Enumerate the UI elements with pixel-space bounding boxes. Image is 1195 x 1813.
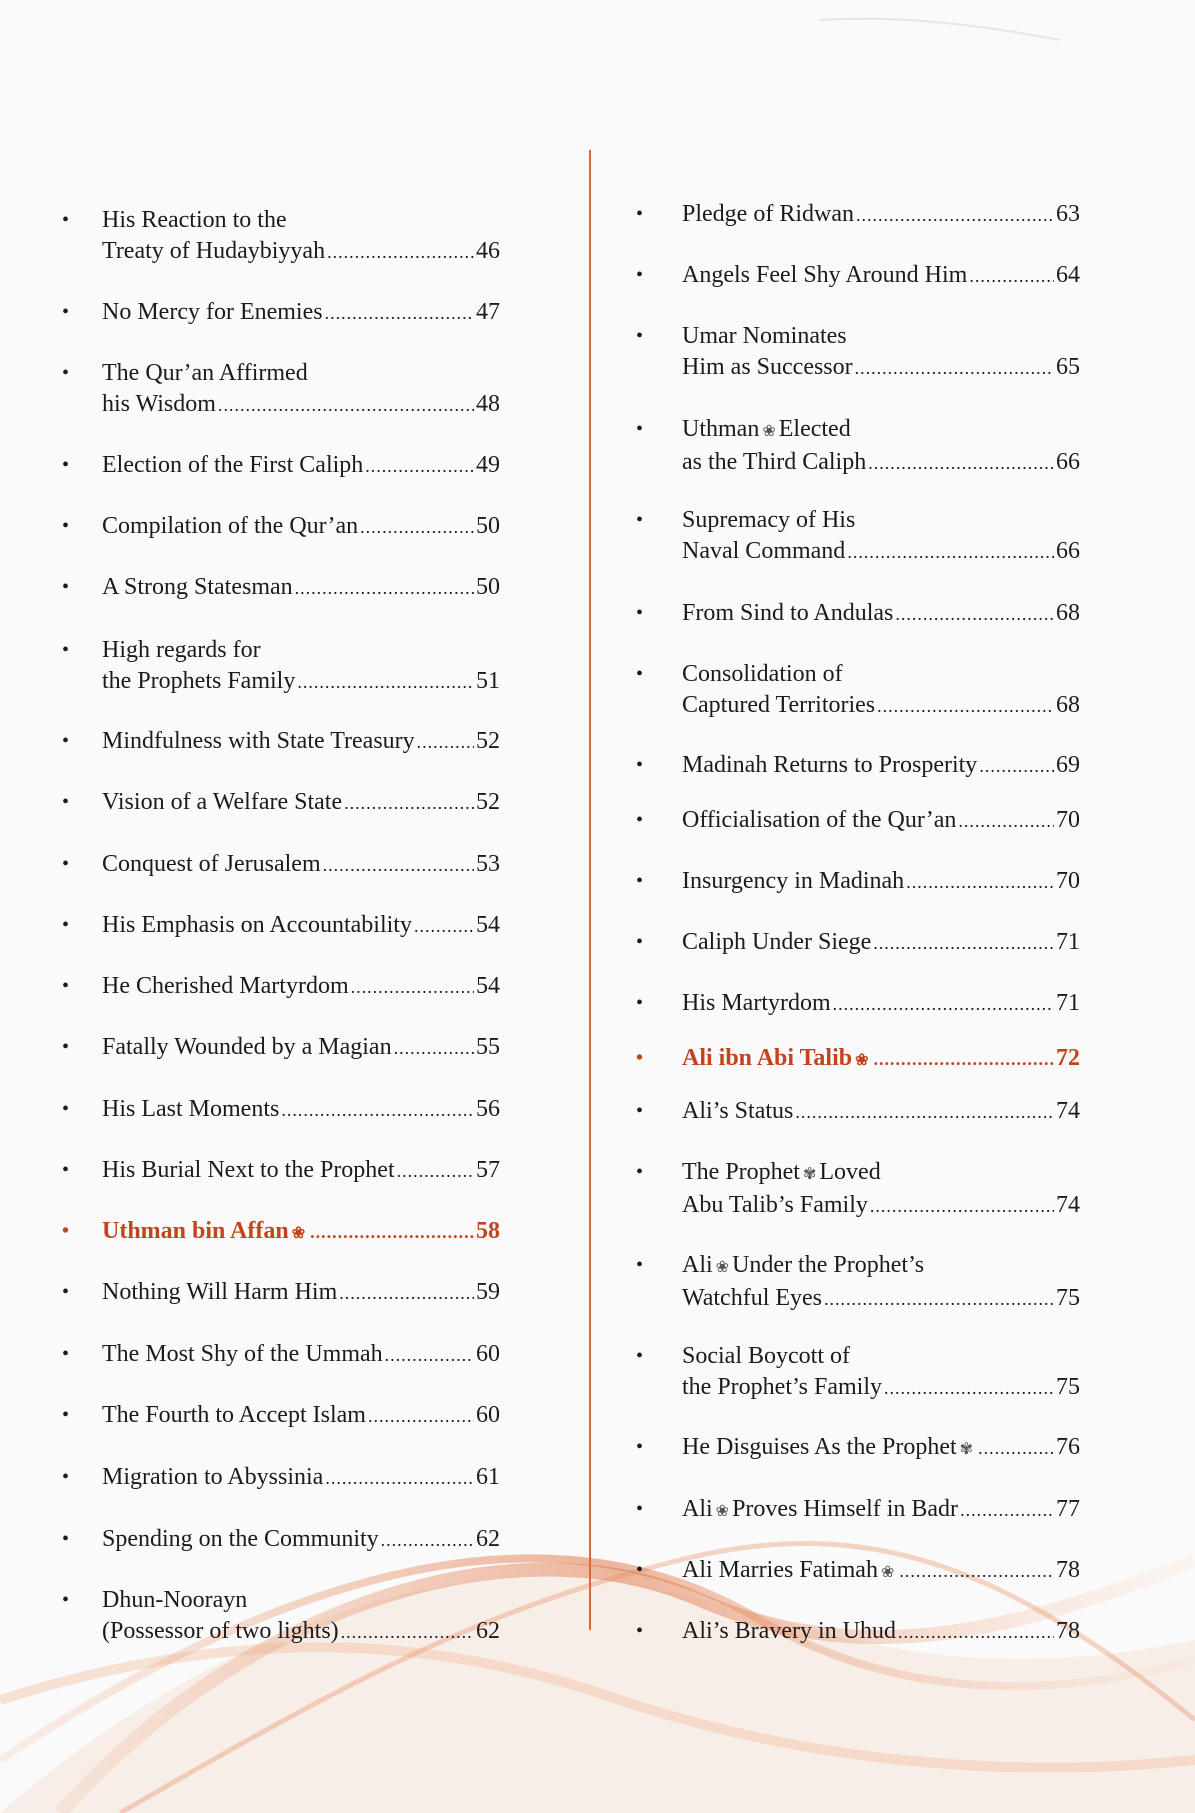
entry-title: The Fourth to Accept Islam <box>102 1402 366 1428</box>
bullet-icon: • <box>636 1498 644 1520</box>
page-number: 59 <box>476 1279 500 1305</box>
bullet-icon: • <box>636 931 644 953</box>
entry-text: Loved <box>819 1159 881 1185</box>
entry-title: Consolidation of <box>682 661 843 687</box>
entry-title <box>682 1043 872 1076</box>
dot-leader <box>297 667 474 698</box>
entry-title: Mindfulness with State Treasury <box>102 728 415 754</box>
entry-title: Fatally Wounded by a Magian <box>102 1034 392 1060</box>
entry-line <box>682 1250 1080 1283</box>
dot-leader <box>323 850 474 881</box>
bullet-icon: • <box>636 663 644 685</box>
entry-title <box>682 1159 881 1185</box>
dot-leader <box>856 200 1054 231</box>
bullet-icon: • <box>62 853 70 875</box>
entry-title: his Wisdom <box>102 391 216 417</box>
entry-title <box>682 1432 976 1465</box>
dot-leader <box>884 1373 1054 1404</box>
entry-title: The Qur’an Affirmed <box>102 360 308 386</box>
radiallahu-anhu-icon: ❀ <box>715 1259 730 1276</box>
dot-leader <box>295 573 474 604</box>
dot-leader <box>868 448 1054 479</box>
page-number: 54 <box>476 973 500 999</box>
page-number: 50 <box>476 574 500 600</box>
bullet-icon: • <box>62 362 70 384</box>
page-number: 66 <box>1056 449 1080 475</box>
page-number: 56 <box>476 1096 500 1122</box>
entry-title: Supremacy of His <box>682 507 856 533</box>
entry-title <box>682 1252 924 1278</box>
entry-line-with-page <box>682 690 1080 722</box>
dot-leader <box>365 451 474 482</box>
dot-leader <box>325 298 474 329</box>
entry-title: Ali’s Status <box>682 1098 794 1124</box>
page-number: 74 <box>1056 1192 1080 1218</box>
entry-line <box>682 659 1080 690</box>
entry-title: Umar Nominates <box>682 323 847 349</box>
entry-title: Captured Territories <box>682 692 876 718</box>
bullet-icon: • <box>62 454 70 476</box>
dot-leader <box>339 1278 474 1309</box>
entry-line-with-page <box>102 666 500 698</box>
dot-leader <box>368 1401 474 1432</box>
bullet-icon: • <box>636 1100 644 1122</box>
entry-title: He Cherished Martyrdom <box>102 973 349 999</box>
entry-text: Ali <box>682 1252 713 1278</box>
entry-text: Proves Himself in Badr <box>732 1496 959 1522</box>
entry-line-with-page <box>102 1400 500 1432</box>
entry-line-with-page <box>102 726 500 758</box>
radiallahu-anhu-icon: ❀ <box>715 1503 730 1520</box>
bullet-icon: • <box>62 515 70 537</box>
dot-leader <box>341 1617 474 1648</box>
page-number: 52 <box>476 789 500 815</box>
entry-text: Elected <box>778 416 851 442</box>
page-number: 47 <box>476 299 500 325</box>
entry-line-with-page <box>102 910 500 942</box>
entry-line-with-page <box>682 260 1080 292</box>
dot-leader <box>281 1095 474 1126</box>
dot-leader <box>979 751 1054 782</box>
page-number: 53 <box>476 851 500 877</box>
bullet-icon: • <box>62 1589 70 1611</box>
entry-title: Officialisation of the Qur’an <box>682 807 957 833</box>
dot-leader <box>414 911 474 942</box>
dot-leader <box>417 727 474 758</box>
bullet-icon: • <box>636 418 644 440</box>
entry-line <box>682 414 1080 447</box>
entry-line-with-page <box>682 1555 1080 1588</box>
dot-leader <box>958 806 1054 837</box>
entry-title: The Most Shy of the Ummah <box>102 1341 383 1367</box>
entry-line-with-page <box>102 1339 500 1371</box>
bullet-icon: • <box>62 1466 70 1488</box>
entry-line-with-page <box>682 199 1080 231</box>
entry-line-with-page <box>102 450 500 482</box>
entry-title: His Reaction to the <box>102 207 287 233</box>
page-number: 77 <box>1056 1496 1080 1522</box>
dot-leader <box>385 1340 474 1371</box>
dot-leader <box>899 1556 1054 1587</box>
dot-leader <box>824 1284 1054 1315</box>
dot-leader <box>381 1525 474 1556</box>
entry-title: Vision of a Welfare State <box>102 789 343 815</box>
dot-leader <box>978 1433 1054 1464</box>
entry-text: Ali Marries Fatimah <box>682 1557 878 1583</box>
entry-line-with-page <box>102 971 500 1003</box>
bullet-icon: • <box>636 325 644 347</box>
page-number: 49 <box>476 452 500 478</box>
entry-title: Insurgency in Madinah <box>682 868 905 894</box>
entry-line-with-page <box>682 866 1080 898</box>
bullet-icon: • <box>636 1047 644 1069</box>
entry-line <box>102 205 500 236</box>
dot-leader <box>344 788 474 819</box>
entry-title: From Sind to Andulas <box>682 600 894 626</box>
page-number: 68 <box>1056 692 1080 718</box>
page-number: 70 <box>1056 807 1080 833</box>
page-number: 75 <box>1056 1285 1080 1311</box>
page-number: 65 <box>1056 354 1080 380</box>
bullet-icon: • <box>62 209 70 231</box>
entry-line-with-page <box>682 1283 1080 1315</box>
entry-title: Treaty of Hudaybiyyah <box>102 238 326 264</box>
entry-text: Ali <box>682 1496 713 1522</box>
entry-line <box>682 1341 1080 1372</box>
page-number: 57 <box>476 1157 500 1183</box>
entry-line-with-page <box>682 1096 1080 1128</box>
page-number: 71 <box>1056 929 1080 955</box>
page-number: 75 <box>1056 1374 1080 1400</box>
radiallahu-anhu-icon: ❀ <box>855 1052 869 1069</box>
entry-line-with-page <box>102 389 500 421</box>
page-number: 68 <box>1056 600 1080 626</box>
page-number: 72 <box>1056 1045 1080 1071</box>
entry-line-with-page <box>102 1032 500 1064</box>
bullet-icon: • <box>62 1159 70 1181</box>
entry-title: Caliph Under Siege <box>682 929 872 955</box>
entry-title: Spending on the Community <box>102 1526 379 1552</box>
dot-leader <box>969 261 1054 292</box>
entry-line-with-page <box>682 805 1080 837</box>
bullet-icon: • <box>636 1345 644 1367</box>
bullet-icon: • <box>62 1281 70 1303</box>
entry-line-with-page <box>102 511 500 543</box>
entry-title <box>682 1494 958 1527</box>
entry-title: the Prophet’s Family <box>682 1374 882 1400</box>
entry-title: Madinah Returns to Prosperity <box>682 752 978 778</box>
entry-line-with-page <box>102 849 500 881</box>
bullet-icon: • <box>636 870 644 892</box>
entry-line-with-page <box>102 1094 500 1126</box>
page-number: 55 <box>476 1034 500 1060</box>
bullet-icon: • <box>636 1161 644 1183</box>
page-number: 74 <box>1056 1098 1080 1124</box>
page-number: 54 <box>476 912 500 938</box>
entry-title: Abu Talib’s Family <box>682 1192 868 1218</box>
entry-title: His Emphasis on Accountability <box>102 912 412 938</box>
dot-leader <box>360 512 474 543</box>
bullet-icon: • <box>636 264 644 286</box>
entry-title: His Burial Next to the Prophet <box>102 1157 395 1183</box>
page-number: 69 <box>1056 752 1080 778</box>
dot-leader <box>855 353 1054 384</box>
bullet-icon: • <box>636 602 644 624</box>
entry-title: Election of the First Caliph <box>102 452 364 478</box>
bullet-icon: • <box>62 975 70 997</box>
bullet-icon: • <box>636 1436 644 1458</box>
page-number: 60 <box>476 1341 500 1367</box>
entry-title: Pledge of Ridwan <box>682 201 854 227</box>
bullet-icon: • <box>62 914 70 936</box>
entry-title: Social Boycott of <box>682 1343 850 1369</box>
entry-line-with-page <box>682 1190 1080 1222</box>
entry-text: Ali ibn Abi Talib <box>682 1045 853 1071</box>
bullet-icon: • <box>636 992 644 1014</box>
entry-title: Compilation of the Qur’an <box>102 513 359 539</box>
entry-title: Migration to Abyssinia <box>102 1464 324 1490</box>
page-number: 62 <box>476 1618 500 1644</box>
entry-line-with-page <box>682 447 1080 479</box>
bullet-icon: • <box>636 809 644 831</box>
entry-line-with-page <box>102 1155 500 1187</box>
entry-title <box>102 1216 308 1249</box>
page-number: 62 <box>476 1526 500 1552</box>
bullet-icon: • <box>62 730 70 752</box>
page-number: 61 <box>476 1464 500 1490</box>
entry-title <box>682 416 851 442</box>
page-number: 52 <box>476 728 500 754</box>
entry-text: Uthman <box>682 416 760 442</box>
bullet-icon: • <box>62 1528 70 1550</box>
dot-leader <box>895 599 1054 630</box>
entry-line-with-page <box>682 927 1080 959</box>
entry-title: Nothing Will Harm Him <box>102 1279 338 1305</box>
entry-title: No Mercy for Enemies <box>102 299 323 325</box>
bullet-icon: • <box>62 1098 70 1120</box>
dot-leader <box>397 1156 474 1187</box>
dot-leader <box>877 691 1054 722</box>
entry-title: Dhun-Noorayn <box>102 1587 248 1613</box>
entry-line-with-page <box>682 1432 1080 1465</box>
sallallahu-alayhi-wasallam-icon: ✾ <box>802 1166 817 1183</box>
entry-title: Watchful Eyes <box>682 1285 823 1311</box>
sallallahu-alayhi-wasallam-icon: ✾ <box>959 1441 974 1458</box>
bullet-icon: • <box>636 1620 644 1642</box>
page-number: 70 <box>1056 868 1080 894</box>
entry-line-with-page <box>682 988 1080 1020</box>
bullet-icon: • <box>636 509 644 531</box>
entry-title: His Last Moments <box>102 1096 280 1122</box>
dot-leader <box>351 972 474 1003</box>
bullet-icon: • <box>62 1343 70 1365</box>
entry-line-with-page <box>102 1524 500 1556</box>
entry-title: Naval Command <box>682 538 846 564</box>
dot-leader <box>898 1617 1054 1648</box>
entry-title: (Possessor of two lights) <box>102 1618 339 1644</box>
bullet-icon: • <box>62 301 70 323</box>
entry-line-with-page <box>682 1372 1080 1404</box>
entry-line <box>102 358 500 389</box>
entry-line-with-page <box>102 1277 500 1309</box>
bullet-icon: • <box>636 1559 644 1581</box>
entry-title: as the Third Caliph <box>682 449 867 475</box>
entry-line-with-page <box>102 787 500 819</box>
bullet-icon: • <box>62 639 70 661</box>
entry-line <box>682 321 1080 352</box>
bullet-icon: • <box>62 1404 70 1426</box>
entry-line-with-page <box>102 1462 500 1494</box>
bullet-icon: • <box>62 576 70 598</box>
dot-leader <box>394 1033 474 1064</box>
entry-line-with-page <box>102 572 500 604</box>
bullet-icon: • <box>636 203 644 225</box>
entry-line-with-page <box>682 1043 1080 1076</box>
entry-title: Ali’s Bravery in Uhud <box>682 1618 896 1644</box>
entry-line <box>102 1585 500 1616</box>
page-number: 78 <box>1056 1618 1080 1644</box>
bullet-icon: • <box>62 1036 70 1058</box>
page-number: 51 <box>476 668 500 694</box>
dot-leader <box>218 390 474 421</box>
page-number: 60 <box>476 1402 500 1428</box>
dot-leader <box>873 928 1054 959</box>
bullet-icon: • <box>62 1220 70 1242</box>
page-number: 50 <box>476 513 500 539</box>
entry-title: Conquest of Jerusalem <box>102 851 321 877</box>
dot-leader <box>870 1191 1054 1222</box>
page-number: 58 <box>476 1218 500 1244</box>
dot-leader <box>310 1217 474 1248</box>
entry-title <box>682 1555 897 1588</box>
entry-line-with-page <box>682 750 1080 782</box>
page-number: 66 <box>1056 538 1080 564</box>
radiallahu-anhu-icon: ❀ <box>291 1225 306 1242</box>
page-number: 48 <box>476 391 500 417</box>
entry-title: High regards for <box>102 637 261 663</box>
dot-leader <box>327 237 474 268</box>
page-number: 46 <box>476 238 500 264</box>
dot-leader <box>833 989 1054 1020</box>
page-number: 63 <box>1056 201 1080 227</box>
entry-text: Uthman bin Affan <box>102 1218 289 1244</box>
bullet-icon: • <box>636 1254 644 1276</box>
entry-line-with-page <box>682 598 1080 630</box>
entry-line <box>682 505 1080 536</box>
dot-leader <box>906 867 1054 898</box>
entry-line <box>682 1157 1080 1190</box>
page-number: 71 <box>1056 990 1080 1016</box>
dot-leader <box>960 1495 1054 1526</box>
bullet-icon: • <box>636 754 644 776</box>
dot-leader <box>325 1463 474 1494</box>
entry-line-with-page <box>682 1616 1080 1648</box>
entry-text: He Disguises As the Prophet <box>682 1434 957 1460</box>
dot-leader <box>795 1097 1054 1128</box>
entry-title: Angels Feel Shy Around Him <box>682 262 968 288</box>
entry-line-with-page <box>682 352 1080 384</box>
entry-title: A Strong Statesman <box>102 574 293 600</box>
entry-text: Under the Prophet’s <box>732 1252 925 1278</box>
dot-leader <box>874 1044 1054 1075</box>
entry-line-with-page <box>682 536 1080 568</box>
page-number: 76 <box>1056 1434 1080 1460</box>
dot-leader <box>847 537 1054 568</box>
bullet-icon: • <box>62 791 70 813</box>
entry-line-with-page <box>102 1216 500 1249</box>
entry-title: the Prophets Family <box>102 668 296 694</box>
column-divider <box>589 150 591 1630</box>
entry-line-with-page <box>102 236 500 268</box>
entry-title: Him as Successor <box>682 354 853 380</box>
radiallahu-anha-icon: ❀ <box>880 1564 895 1581</box>
page-number: 78 <box>1056 1557 1080 1583</box>
entry-line <box>102 635 500 666</box>
radiallahu-anhu-icon: ❀ <box>762 423 776 440</box>
entry-line-with-page <box>682 1494 1080 1527</box>
entry-title: His Martyrdom <box>682 990 831 1016</box>
entry-text: The Prophet <box>682 1159 800 1185</box>
entry-line-with-page <box>102 297 500 329</box>
entry-line-with-page <box>102 1616 500 1648</box>
page-number: 64 <box>1056 262 1080 288</box>
